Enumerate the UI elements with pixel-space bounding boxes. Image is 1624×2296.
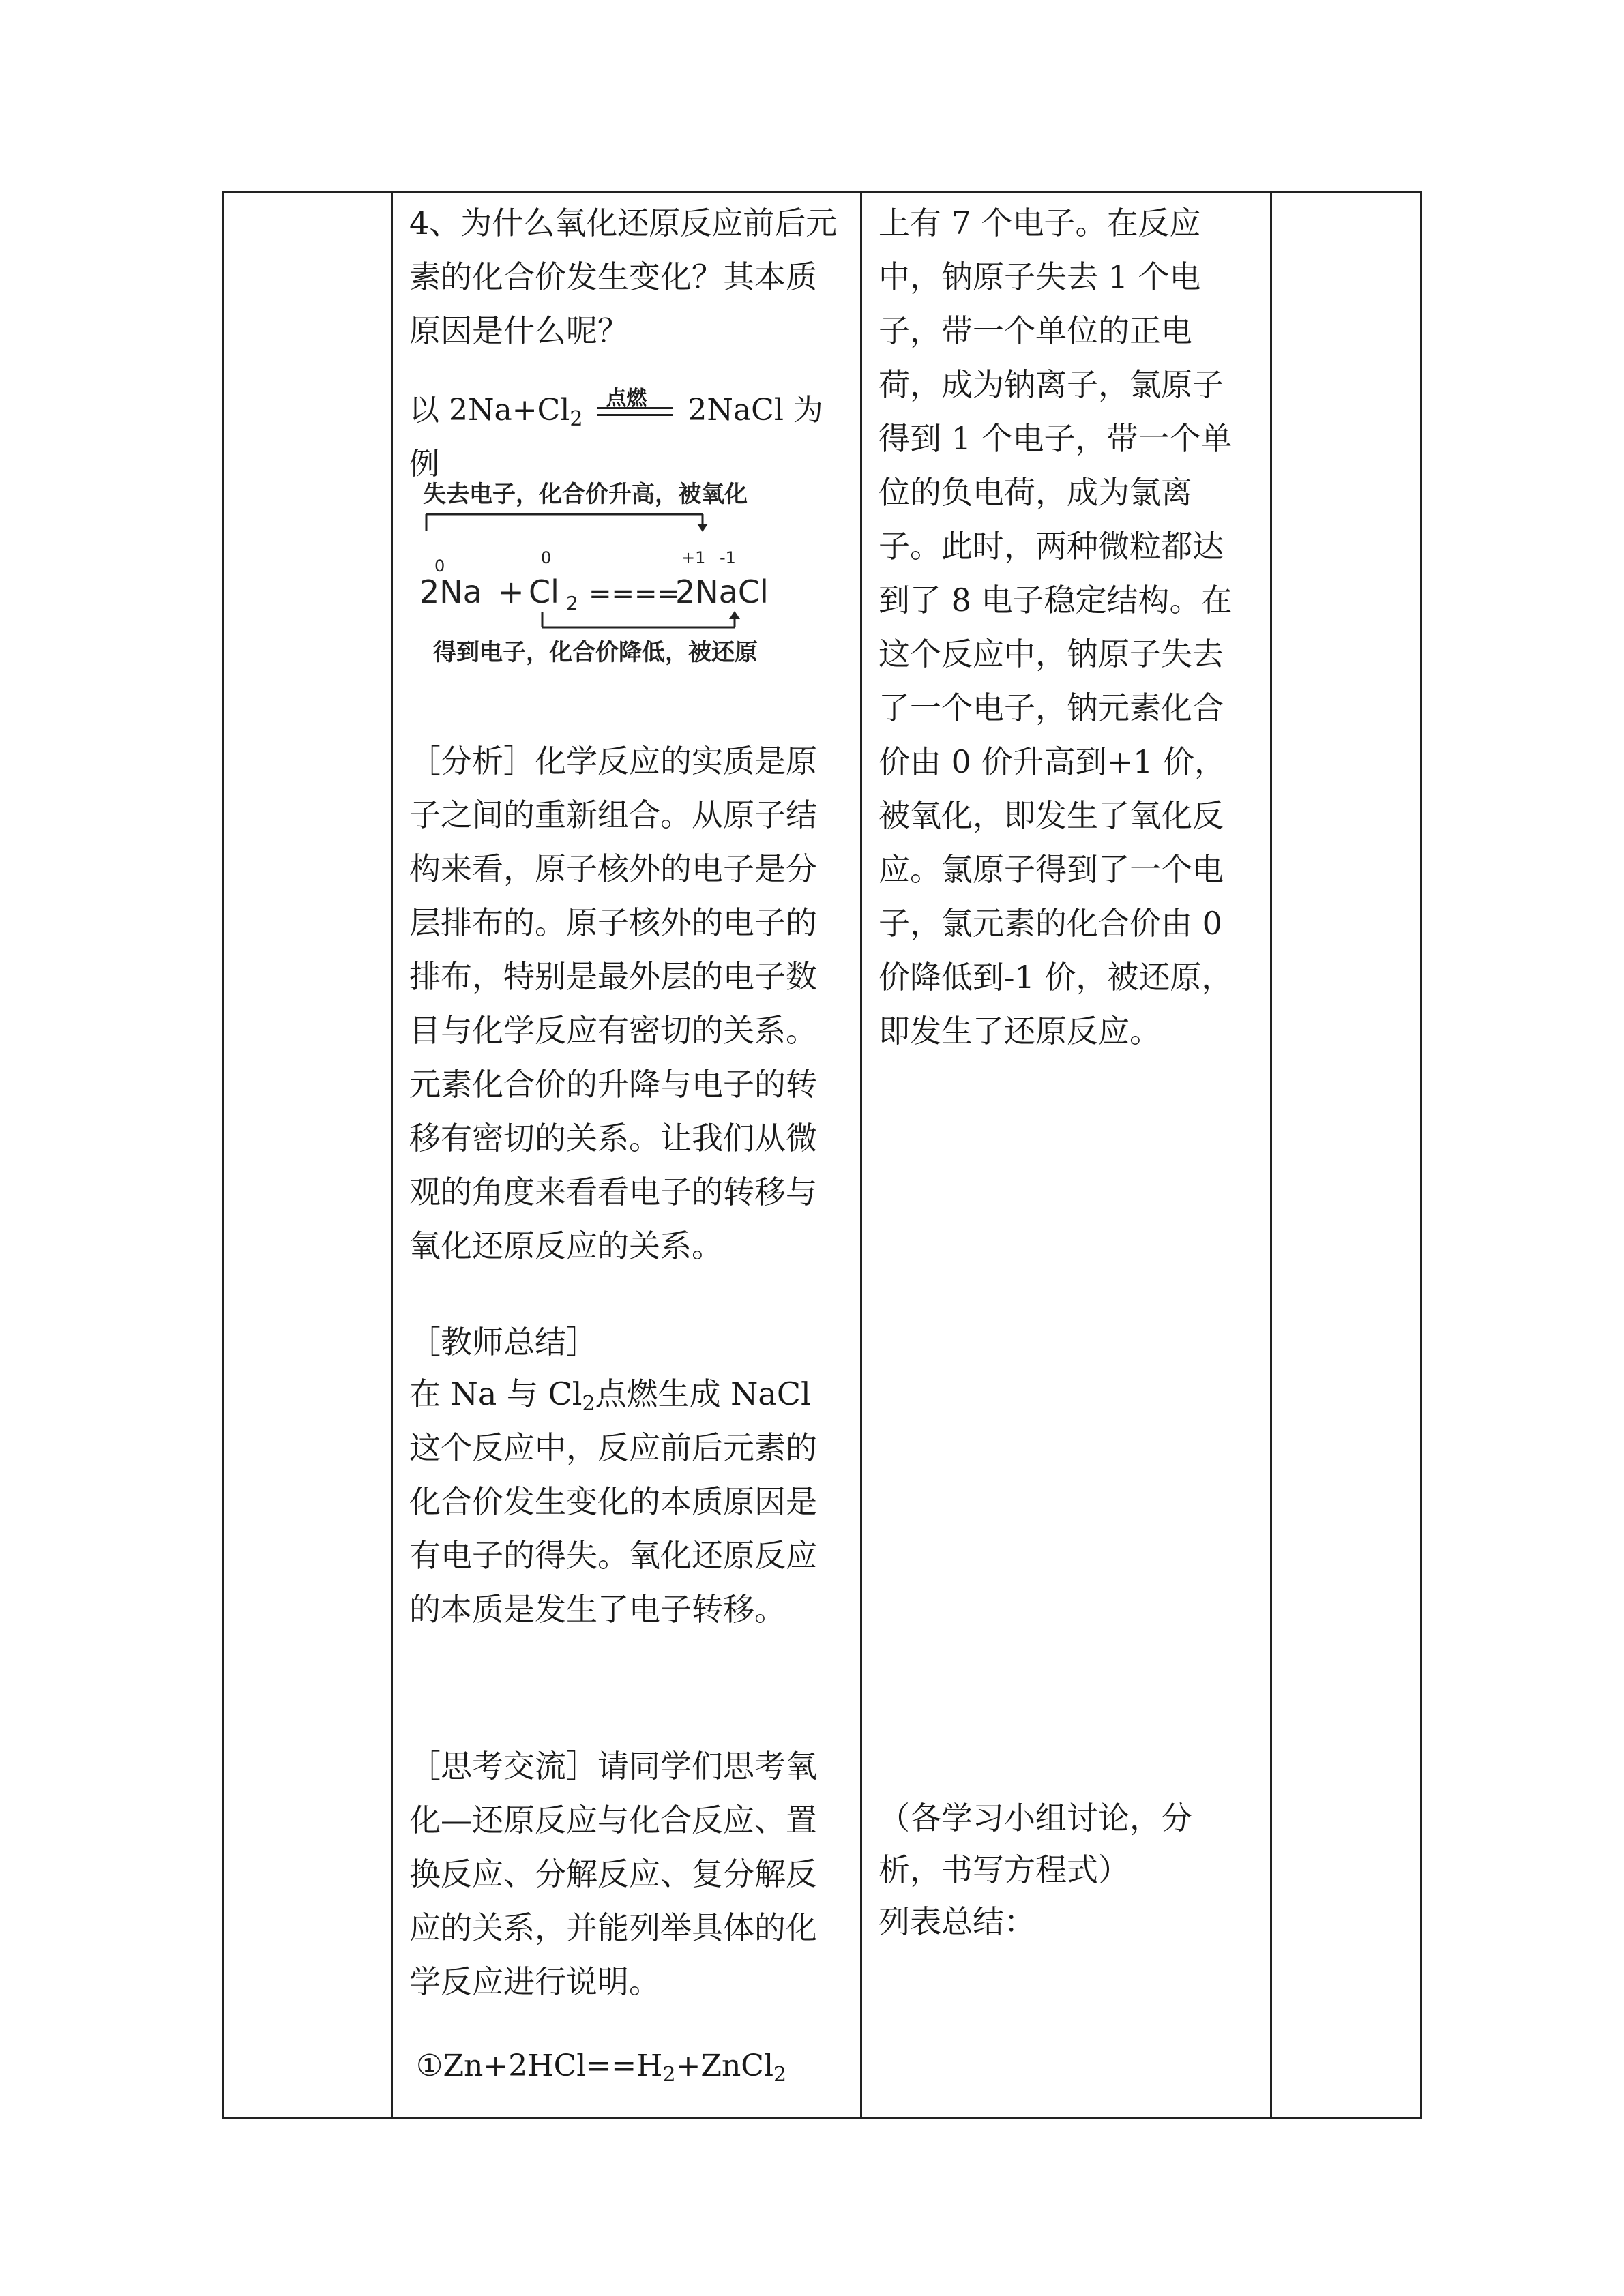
- table-divider-3: [1270, 191, 1272, 2119]
- analysis-block: [409, 734, 846, 1273]
- reaction-condition-arrow: [597, 386, 673, 426]
- question-text: 4、为什么氧化还原反应前后元素的化合价发生变化？其本质原因是什么呢？: [409, 205, 838, 349]
- discussion-text: ［思考交流］请同学们思考氧化—还原反应与化合反应、置换反应、分解反应、复分解反应的关系，并能列举具体的化学反应进行说明。: [409, 1748, 817, 2000]
- electron-transfer-diagram: [419, 476, 815, 674]
- group-task-text: （各学习小组讨论，分析，书写方程式）: [879, 1800, 1192, 1888]
- example-product: 2NaCl 为例: [409, 393, 823, 481]
- question-block: [409, 196, 846, 358]
- ox-prod-cl: -1: [720, 548, 736, 567]
- summary-block: [409, 1317, 846, 1637]
- bottom-label: 得到电子，化合价降低，被还原: [433, 639, 758, 666]
- example-reactants: 以 2Na+Cl: [409, 393, 570, 428]
- reactant-cl: Cl: [529, 573, 559, 610]
- ox-cl: 0: [541, 548, 552, 567]
- example-sub: 2: [570, 407, 583, 431]
- explanation-text: 上有 7 个电子。在反应中，钠原子失去 1 个电子，带一个单位的正电荷，成为钠离子，氯原子得到 1 个电子，带一个单位的负电荷，成为氯离子。此时，两种微粒都达到了 8 电子稳定结构。在这个反应中，钠原子失去了一个电子，钠元素化合价由 0 价升高到+1 价，被氧化，即发生了氧化反应。氯原子得到了一个电子，氯元素的化合价由 0 价降低到-1 价，被还原，即发生了还原反应。: [879, 205, 1233, 1049]
- ox-prod-na: +1: [681, 548, 706, 567]
- summary-text: 在 Na 与 $Cl_2$点燃生成 NaCl 这个反应中，反应前后元素的化合价发生变化的本质原因是有电子的得失。氧化还原反应的本质是发生了电子转移。: [409, 1375, 817, 1628]
- product: 2NaCl: [675, 573, 769, 610]
- summary-title: ［教师总结］: [409, 1324, 597, 1360]
- reaction-arrow: ====: [589, 578, 681, 610]
- reactant-cl-sub: 2: [566, 592, 578, 614]
- list-summary-text: 列表总结：: [879, 1903, 1035, 1940]
- condition-label: 点燃: [606, 386, 647, 411]
- top-label: 失去电子，化合价升高，被氧化: [423, 481, 748, 508]
- student-task: [879, 1792, 1247, 1948]
- plus-sign: +: [498, 573, 525, 610]
- discussion-block: [409, 1740, 846, 2009]
- example-equation: [409, 383, 846, 481]
- equation-1: $①Zn+2HCl==H_2+ZnCl_2$: [416, 2048, 787, 2087]
- table-divider-2: [860, 191, 862, 2119]
- ox-na: 0: [434, 556, 445, 576]
- analysis-text: ［分析］化学反应的实质是原子之间的重新组合。从原子结构来看，原子核外的电子是分层排布的。原子核外的电子的排布，特别是最外层的电子数目与化学反应有密切的关系。元素化合价的升降与电子的转移有密切的关系。让我们从微观的角度来看看电子的转移与氧化还原反应的关系。: [409, 743, 817, 1264]
- student-explanation: [879, 196, 1247, 1058]
- reactant-na: 2Na: [419, 573, 482, 610]
- table-divider-1: [391, 191, 393, 2119]
